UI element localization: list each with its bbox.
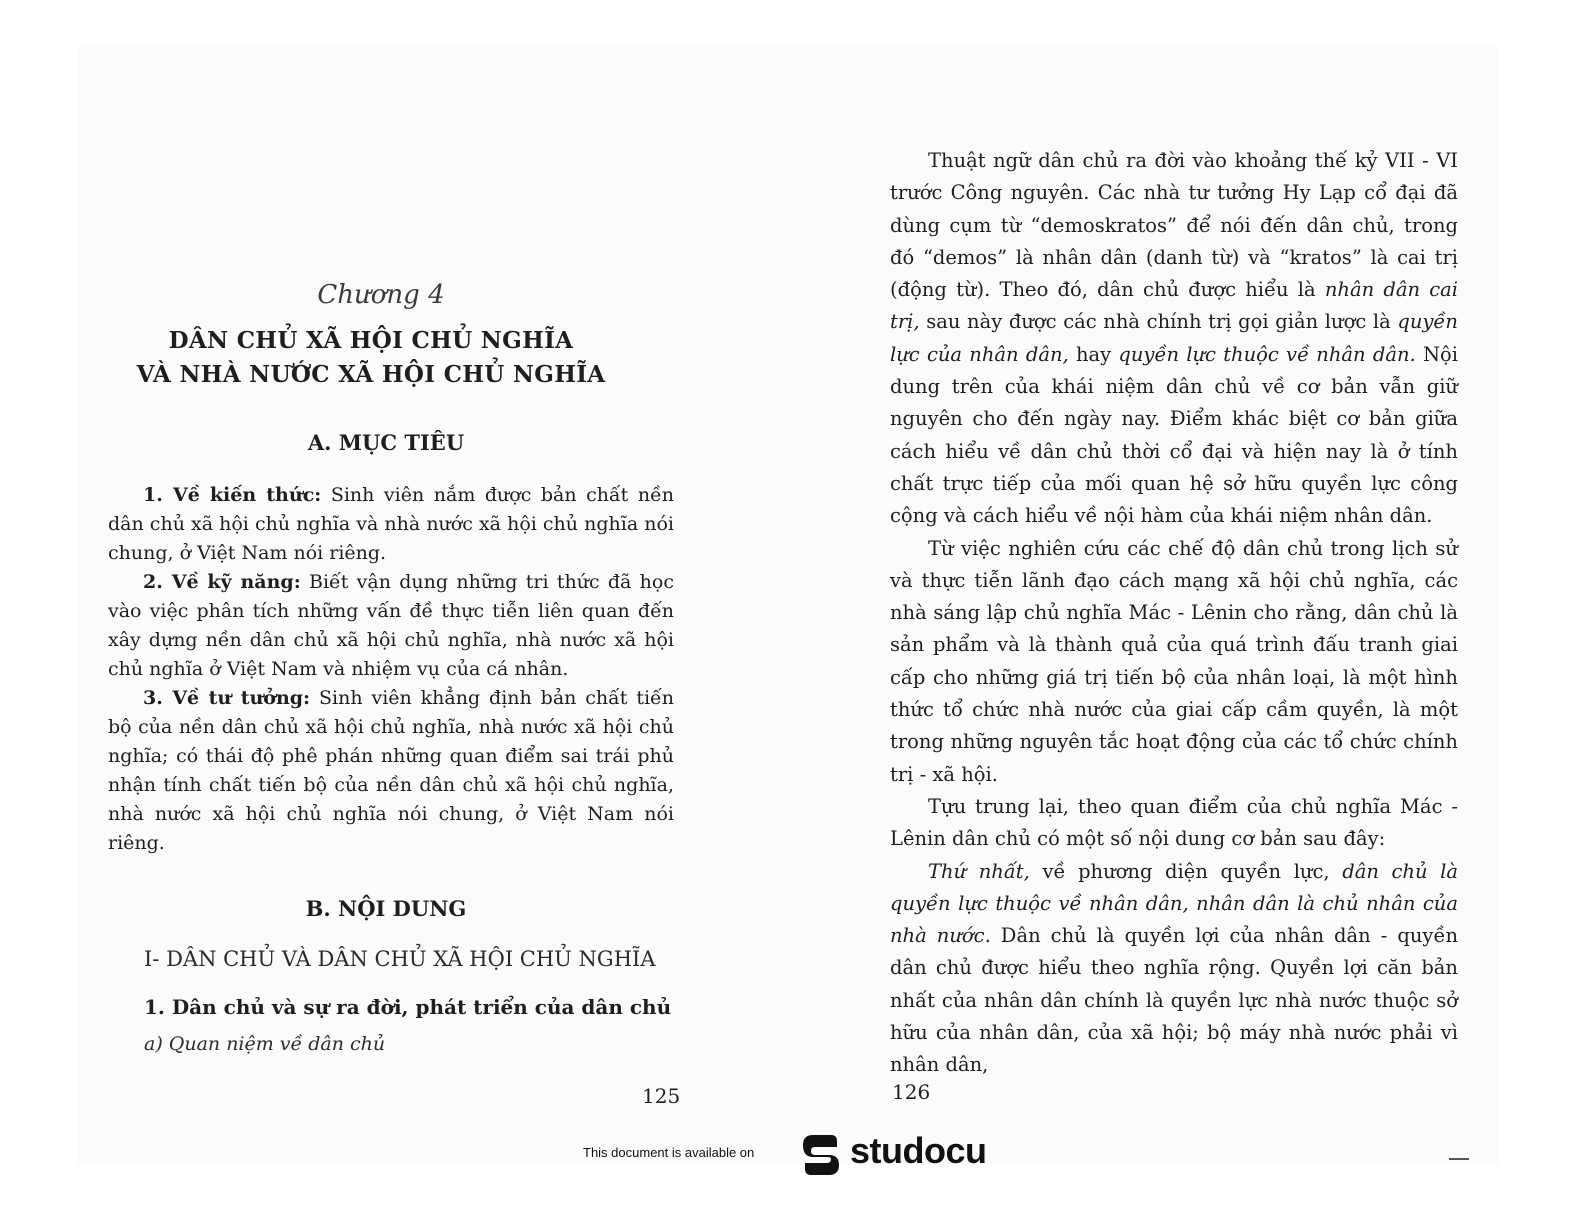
p1-italic-1: nhân dân cai trị,: [890, 278, 1458, 334]
chapter-title-line1: DÂN CHỦ XÃ HỘI CHỦ NGHĨA: [168, 327, 574, 354]
chapter-title-line2: VÀ NHÀ NƯỚC XÃ HỘI CHỦ NGHĨA: [136, 361, 606, 388]
p4-italic-1: Thứ nhất,: [928, 859, 1030, 883]
footer-availability-text: This document is available on: [583, 1145, 755, 1160]
p1-text-b: sau này được các nhà chính trị gọi giản lược là: [919, 310, 1398, 334]
goal-knowledge-text: Sinh viên nắm được bản chất nền dân chủ xã hội chủ nghĩa và nhà nước xã hội chủ nghĩa nói chung, ở Việt Nam nói riêng.: [108, 484, 675, 564]
heading-one-a: a) Quan niệm về dân chủ: [144, 1033, 386, 1055]
p4-italic-2: dân chủ là quyền lực thuộc về nhân dân, nhân dân là chủ nhân của nhà nước.: [890, 859, 1458, 948]
section-a-heading: A. MỤC TIÊU: [307, 430, 465, 455]
heading-one: 1. Dân chủ và sự ra đời, phát triển của dân chủ: [144, 995, 672, 1019]
goal-skills-label: 2. Về kỹ năng:: [143, 571, 301, 593]
chapter-label: Chương 4: [317, 280, 445, 310]
goal-knowledge: [108, 481, 674, 568]
left-page: [108, 280, 674, 1055]
section-b-heading: B. NỘI DUNG: [305, 896, 467, 921]
page-number-right: 126: [892, 1080, 931, 1104]
p4-text-a: về phương diện quyền lực,: [1029, 859, 1343, 883]
p4-text-b: Dân chủ là quyền lợi của nhân dân - quyền dân chủ được hiểu theo nghĩa rộng. Quyền lợi căn bản nhất của nhân dân chính là quyền lực nhà nước thuộc sở hữu của nhân dân, của xã hội; bộ máy nhà nước phải vì nhân dân,: [890, 924, 1458, 1077]
studocu-logo-icon: [797, 1131, 845, 1179]
edge-mark: [1449, 1158, 1469, 1160]
p1-italic-2: quyền lực của nhân dân,: [890, 310, 1458, 366]
paragraph-marxist-view: Từ việc nghiên cứu các chế độ dân chủ trong lịch sử và thực tiễn lãnh đạo cách mạng xã hội chủ nghĩa, các nhà sáng lập chủ nghĩa Mác - Lênin cho rằng, dân chủ là sản phẩm và là thành quả của quá trình đấu tranh giai cấp cho những giá trị tiến bộ của nhân loại, là một hình thức tổ chức nhà nước của giai cấp cầm quyền, là một trong những nguyên tắc hoạt động của các tổ chức chính trị - xã hội.: [890, 536, 1458, 786]
goal-ideology: [108, 684, 674, 858]
paragraph-term-origin: [890, 145, 1458, 533]
heading-roman-one: I- DÂN CHỦ VÀ DÂN CHỦ XÃ HỘI CHỦ NGHĨA: [144, 947, 656, 971]
p1-text-c: hay: [1068, 342, 1119, 366]
p1-text-d: Nội dung trên của khái niệm dân chủ về cơ bản vẫn giữ nguyên cho đến ngày nay. Điểm khác biệt cơ bản giữa cách hiểu về dân chủ thời cổ đại và hiện nay là ở tính chất trực tiếp của mối quan hệ sở hữu quyền lực công cộng và cách hiểu về nội hàm của khái niệm nhân dân.: [890, 342, 1458, 528]
page-number-left: 125: [642, 1084, 681, 1108]
goal-ideology-text: Sinh viên khẳng định bản chất tiến bộ của nền dân chủ xã hội chủ nghĩa, nhà nước xã hội chủ nghĩa; có thái độ phê phán những quan điểm sai trái phủ nhận tính chất tiến bộ của nền dân chủ xã hội chủ nghĩa, nhà nước xã hội chủ nghĩa nói chung, ở Việt Nam nói riêng.: [108, 687, 674, 854]
goal-skills-text: Biết vận dụng những tri thức đã học vào việc phân tích những vấn đề thực tiễn liên quan đến xây dựng nền dân chủ xã hội chủ nghĩa, nhà nước xã hội chủ nghĩa ở Việt Nam và nhiệm vụ của cá nhân.: [108, 571, 674, 680]
right-page: [890, 145, 1458, 1082]
goal-ideology-label: 3. Về tư tưởng:: [143, 687, 311, 709]
goal-skills: [108, 568, 674, 684]
p1-text-a: Thuật ngữ dân chủ ra đời vào khoảng thế kỷ VII - VI trước Công nguyên. Các nhà tư tưởng Hy Lạp cổ đại đã dùng cụm từ “demoskratos” để nói đến dân chủ, trong đó “demos” là nhân dân (danh từ) và “kratos” là cai trị (động từ). Theo đó, dân chủ được hiểu là: [890, 149, 1458, 302]
studocu-brand: studocu: [850, 1130, 987, 1171]
p1-italic-3: quyền lực thuộc về nhân dân.: [1118, 342, 1416, 366]
goal-knowledge-label: 1. Về kiến thức:: [143, 484, 322, 506]
paragraph-summary: Tựu trung lại, theo quan điểm của chủ nghĩa Mác - Lênin dân chủ có một số nội dung cơ bản sau đây:: [890, 794, 1458, 851]
studocu-footer[interactable]: [0, 1128, 1585, 1176]
paragraph-first-point: [890, 856, 1458, 1082]
